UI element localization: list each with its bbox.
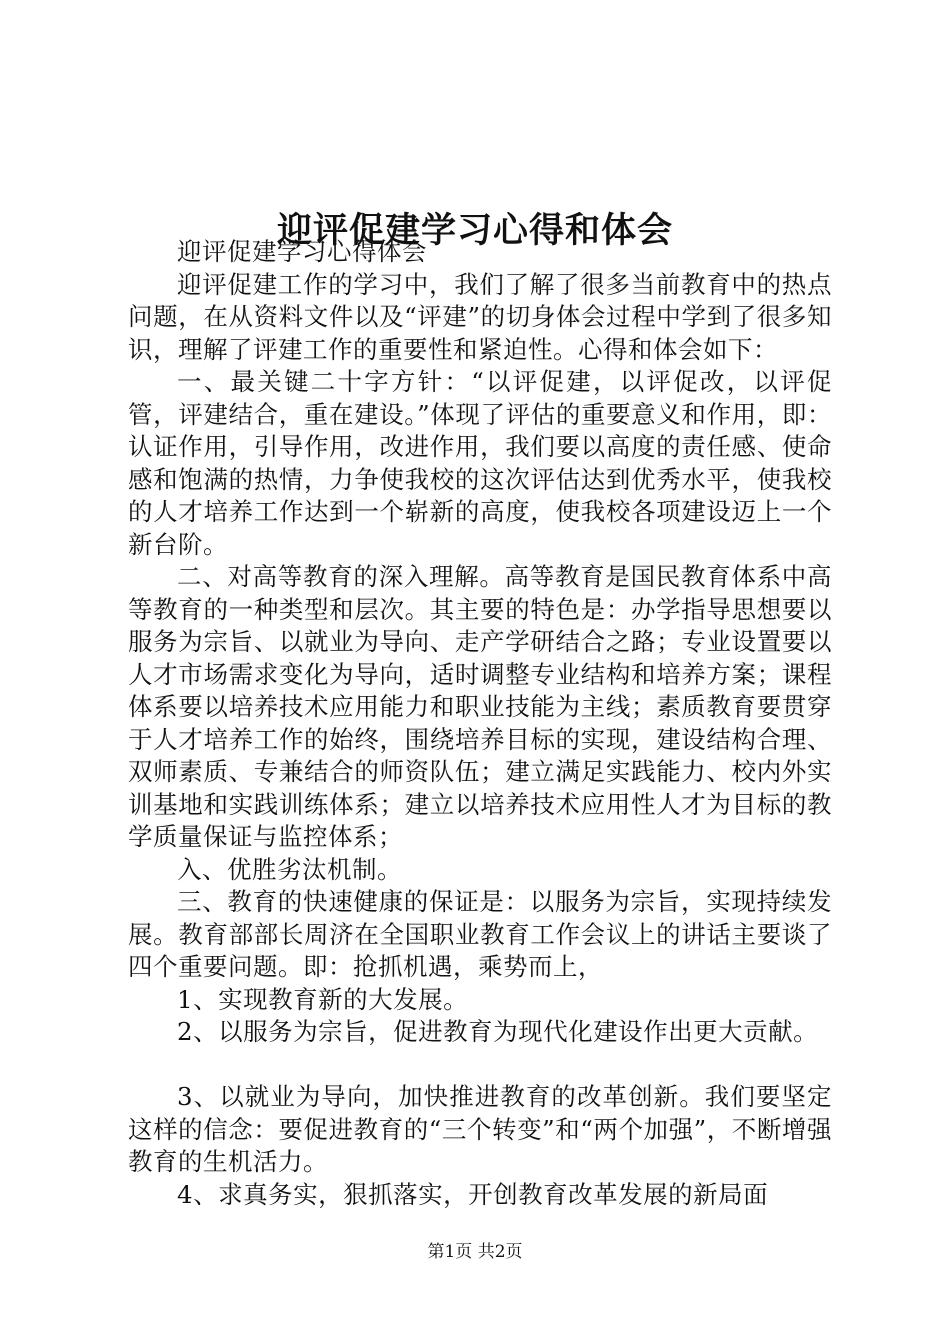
paragraph-spacer (128, 1049, 832, 1082)
paragraph-section-1: 一、最关键二十字方针：“以评促建，以评促改，以评促管，评建结合，重在建设。”体现了评估的重要意义和作用，即：认证作用，引导作用，改进作用，我们要以高度的责任感、使命感和饱满的热情，力争使我校的这次评估达到优秀水平，使我校的人才培养工作达到一个崭新的高度，使我校各项建设迈上一个新台阶。 (128, 367, 832, 559)
paragraph-item-1: 1、实现教育新的大发展。 (177, 984, 469, 1014)
paragraph-item-3: 3、以就业为导向，加快推进教育的改革创新。我们要坚定这样的信念：要促进教育的“三个转变”和“两个加强”，不断增强教育的生机活力。 (128, 1082, 832, 1176)
paragraph-section-3: 三、教育的快速健康的保证是：以服务为宗旨，实现持续发展。教育部部长周济在全国职业教育工作会议上的讲话主要谈了四个重要问题。即：抢抓机遇，乘势而上， (128, 887, 832, 981)
paragraph-section-2: 二、对高等教育的深入理解。高等教育是国民教育体系中高等教育的一种类型和层次。其主要的特色是：办学指导思想要以服务为宗旨、以就业为导向、走产学研结合之路；专业设置要以人才市场需求变化为导向，适时调整专业结构和培养方案；课程体系要以培养技术应用能力和职业技能为主线；素质教育要贯穿于人才培养工作的始终，围绕培养目标的实现，建设结构合理、双师素质、专兼结合的师资队伍；建立满足实践能力、校内外实训基地和实践训练体系；建立以培养技术应用性人才为目标的教学质量保证与监控体系； (128, 562, 832, 851)
paragraph-mechanism: 入、优胜劣汰机制。 (177, 854, 402, 884)
paragraph-subtitle: 迎评促建学习心得体会 (177, 237, 427, 266)
paragraph-item-4: 4、求真务实，狠抓落实，开创教育改革发展的新局面 (177, 1179, 769, 1209)
paragraph-intro: 迎评促建工作的学习中，我们了解了很多当前教育中的热点问题，在从资料文件以及“评建”的切身体会过程中学到了很多知识，理解了评建工作的重要性和紧迫性。心得和体会如下： (128, 269, 832, 364)
page-number-footer: 第1页 共2页 (427, 1242, 523, 1262)
document-body (128, 236, 832, 1211)
document-title: 迎评促建学习心得和体会 (276, 210, 673, 252)
paragraph-item-2: 2、以服务为宗旨，促进教育为现代化建设作出更大贡献。 (177, 1017, 819, 1046)
